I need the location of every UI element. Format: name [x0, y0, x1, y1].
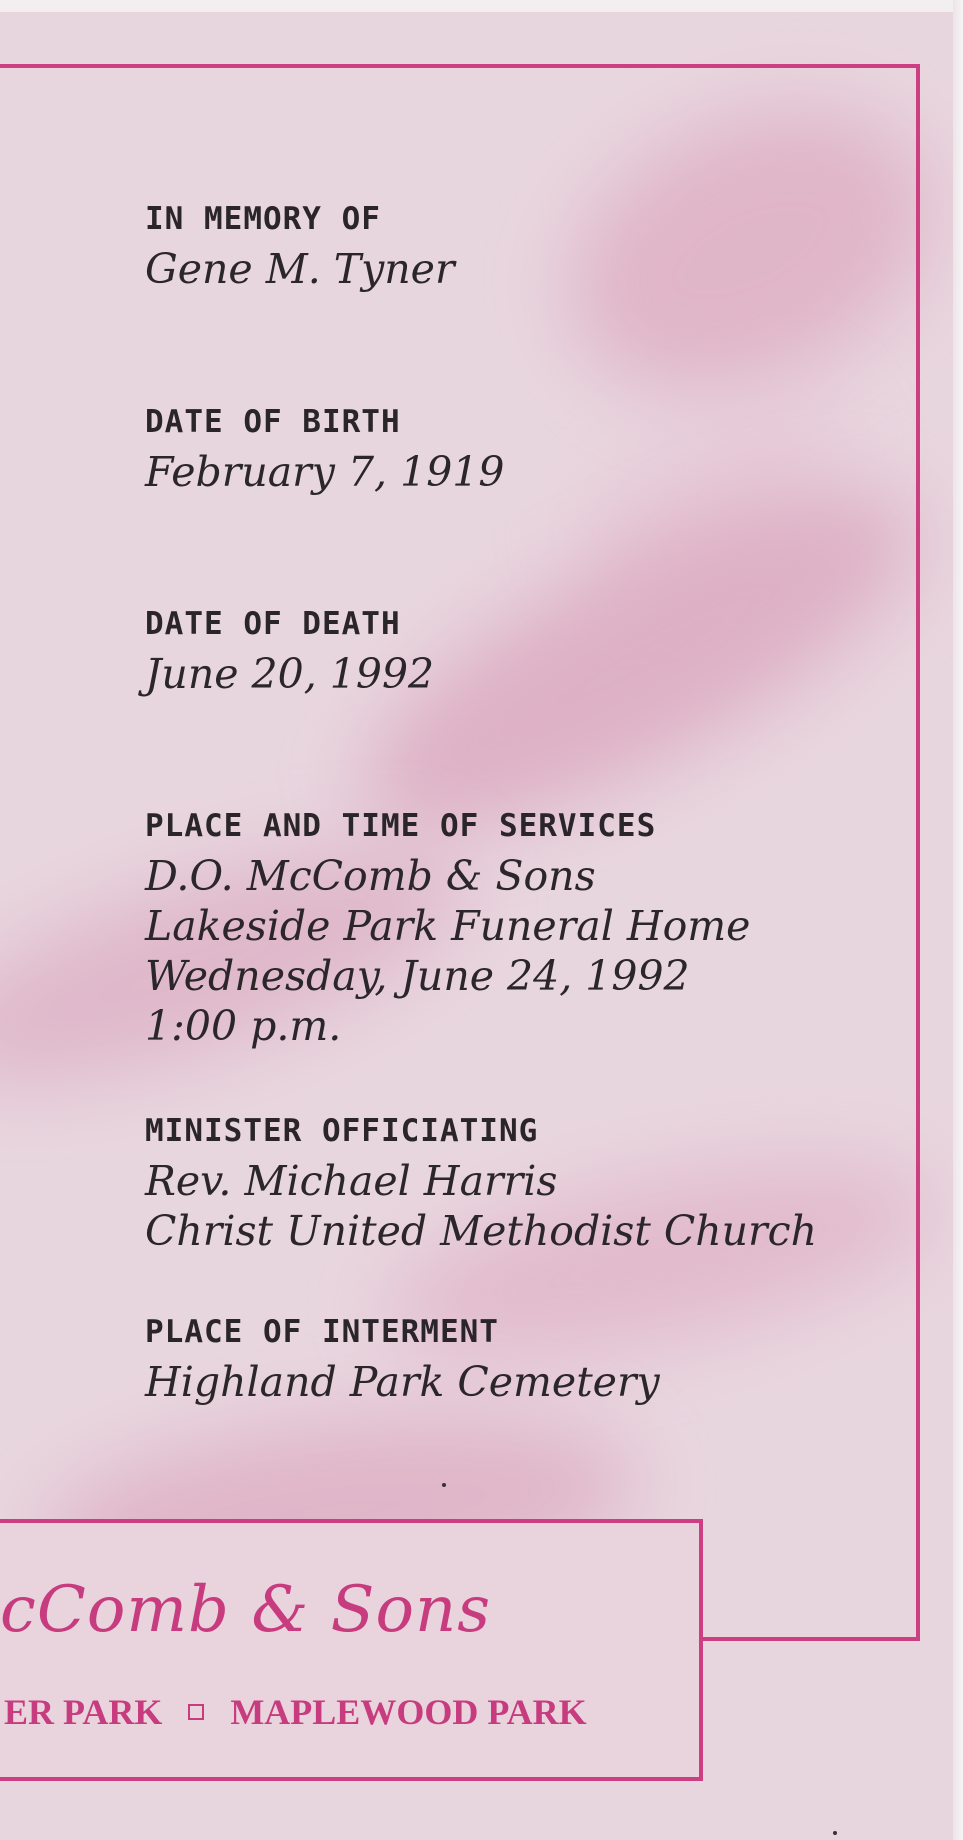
- field-interment: [145, 1313, 660, 1407]
- interment-place: Highland Park Cemetery: [145, 1358, 660, 1406]
- scan-right-edge: [953, 0, 963, 1840]
- field-label: IN MEMORY OF: [145, 201, 381, 237]
- field-minister: [145, 1112, 817, 1256]
- funeral-home-name: cComb & Sons: [0, 1573, 492, 1647]
- location-right: MAPLEWOOD PARK: [230, 1692, 587, 1732]
- field-label: DATE OF DEATH: [145, 606, 401, 642]
- death-date: June 20, 1992: [145, 650, 435, 698]
- birth-date: February 7, 1919: [145, 448, 505, 496]
- paper-speck: [442, 1483, 446, 1487]
- field-date-of-birth: [145, 403, 504, 497]
- scan-top-edge: [0, 0, 963, 12]
- services-line: 1:00 p.m.: [145, 1002, 342, 1050]
- square-separator-icon: [188, 1704, 204, 1720]
- minister-line: Rev. Michael Harris: [145, 1157, 558, 1205]
- minister-line: Christ United Methodist Church: [145, 1207, 817, 1255]
- services-line: D.O. McComb & Sons: [145, 852, 596, 900]
- services-line: Wednesday, June 24, 1992: [145, 952, 690, 1000]
- field-label: PLACE OF INTERMENT: [145, 1314, 499, 1350]
- services-line: Lakeside Park Funeral Home: [145, 902, 751, 950]
- field-label: DATE OF BIRTH: [145, 404, 401, 440]
- field-date-of-death: [145, 605, 434, 699]
- field-label: PLACE AND TIME OF SERVICES: [145, 808, 657, 844]
- paper-speck: [833, 1831, 837, 1835]
- location-left: ER PARK: [4, 1692, 163, 1732]
- deceased-name: Gene M. Tyner: [145, 245, 455, 293]
- funeral-home-locations: [4, 1691, 587, 1733]
- funeral-home-banner: [0, 1519, 703, 1781]
- field-label: MINISTER OFFICIATING: [145, 1113, 539, 1149]
- field-services: [145, 807, 750, 1051]
- field-in-memory-of: [145, 200, 455, 294]
